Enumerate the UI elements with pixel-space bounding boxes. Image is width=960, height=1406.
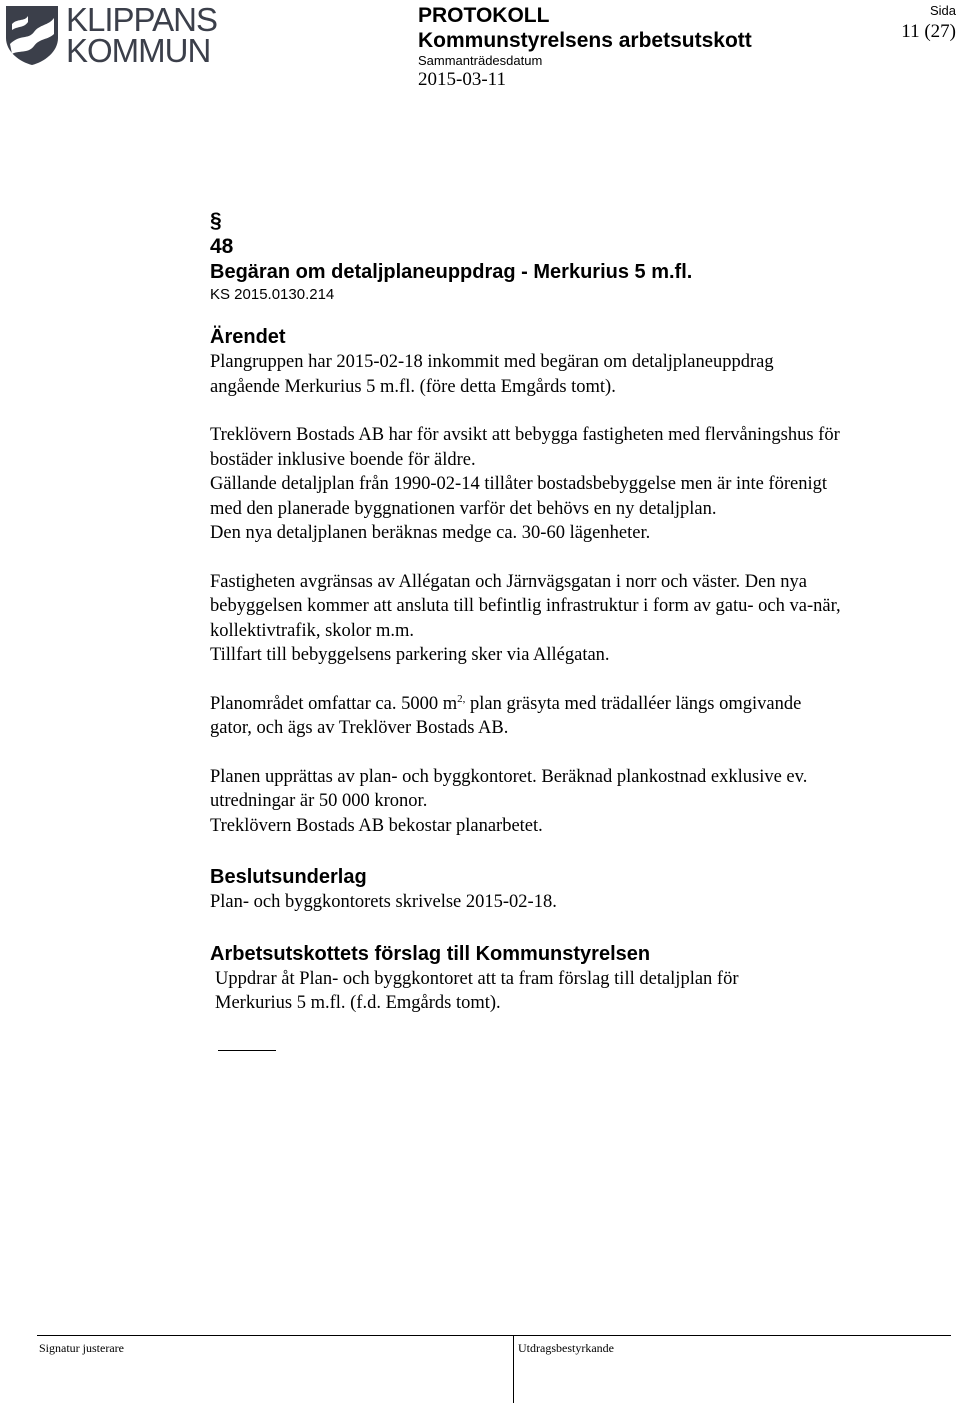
committee-name: Kommunstyrelsens arbetsutskott <box>418 29 752 52</box>
page-label: Sida <box>929 3 956 18</box>
text-line: Treklövern Bostads AB har för avsikt att bebygga fastigheten med flervåningshus för <box>210 425 840 445</box>
heading-forslag: Arbetsutskottets förslag till Kommunstyrelsen <box>210 942 651 965</box>
document-type: PROTOKOLL <box>418 4 550 27</box>
paragraph-1 <box>210 350 945 399</box>
text-line: bebyggelsen kommer att ansluta till befintlig infrastruktur i form av gatu- och va-när, <box>210 596 841 616</box>
extract-certification-label: Utdragsbestyrkande <box>518 1341 614 1355</box>
text-line: Gällande detaljplan från 1990-02-14 tillåter bostadsbebyggelse men är inte förenigt <box>210 474 827 494</box>
text-line: Merkurius 5 m.fl. (f.d. Emgårds tomt). <box>215 993 501 1013</box>
paragraph-3 <box>210 570 945 668</box>
text-line: plan gräsyta med trädalléer längs omgivande <box>465 693 802 714</box>
logo-line-2: KOMMUN <box>66 32 211 69</box>
logo-text <box>66 1 217 69</box>
section-number <box>210 208 945 260</box>
text-line: angående Merkurius 5 m.fl. (före detta Emgårds tomt). <box>210 376 616 397</box>
municipal-shield-icon <box>4 4 60 66</box>
case-reference: KS 2015.0130.214 <box>210 286 335 303</box>
protocol-body <box>210 208 945 1051</box>
superscript: 2, <box>457 692 466 705</box>
text-line: Planområdet omfattar ca. 5000 m <box>210 693 458 714</box>
text-line: kollektivtrafik, skolor m.m. <box>210 620 414 641</box>
page-number: 11 (27) <box>901 21 956 42</box>
text-line: gator, och ägs av Treklöver Bostads AB. <box>210 718 509 738</box>
logo-line-1: KLIPPANS <box>66 1 217 38</box>
heading-arendet: Ärendet <box>210 326 286 348</box>
text-line: utredningar är 50 000 kronor. <box>210 791 428 811</box>
meeting-date-label: Sammanträdesdatum <box>418 53 543 68</box>
klippan-logo <box>4 1 217 69</box>
text-line: Treklövern Bostads AB bekostar planarbetet. <box>210 815 543 836</box>
footer-divider <box>513 1335 514 1403</box>
text-line: med den planerade byggnationen varför det behövs en ny detaljplan. <box>210 498 717 519</box>
end-of-section-rule <box>218 1050 276 1051</box>
paragraph-4 <box>210 692 945 741</box>
beslutsunderlag-text: Plan- och byggkontorets skrivelse 2015-02-18. <box>210 892 557 912</box>
text-line: Planen upprättas av plan- och byggkontoret. Beräknad plankostnad exklusive ev. <box>210 766 808 787</box>
text-line: Tillfart till bebyggelsens parkering sker via Allégatan. <box>210 645 610 665</box>
text-line: Plangruppen har 2015-02-18 inkommit med begäran om detaljplaneuppdrag <box>210 352 774 372</box>
paragraph-2 <box>210 423 945 546</box>
footer-rule <box>37 1335 951 1336</box>
case-title: Begäran om detaljplaneuppdrag - Merkurius 5 m.fl. <box>210 261 693 283</box>
meeting-date: 2015-03-11 <box>418 69 506 90</box>
case-number: 48 <box>210 235 234 258</box>
signature-label: Signatur justerare <box>39 1341 124 1355</box>
section-symbol: § <box>210 209 222 232</box>
heading-beslutsunderlag: Beslutsunderlag <box>210 866 367 888</box>
forslag-text <box>210 967 945 1016</box>
text-line: Den nya detaljplanen beräknas medge ca. 30-60 lägenheter. <box>210 523 651 543</box>
paragraph-5 <box>210 765 945 839</box>
text-line: bostäder inklusive boende för äldre. <box>210 449 476 470</box>
text-line: Fastigheten avgränsas av Allégatan och Järnvägsgatan i norr och väster. Den nya <box>210 571 807 592</box>
text-line: Uppdrar åt Plan- och byggkontoret att ta fram förslag till detaljplan för <box>215 968 739 989</box>
